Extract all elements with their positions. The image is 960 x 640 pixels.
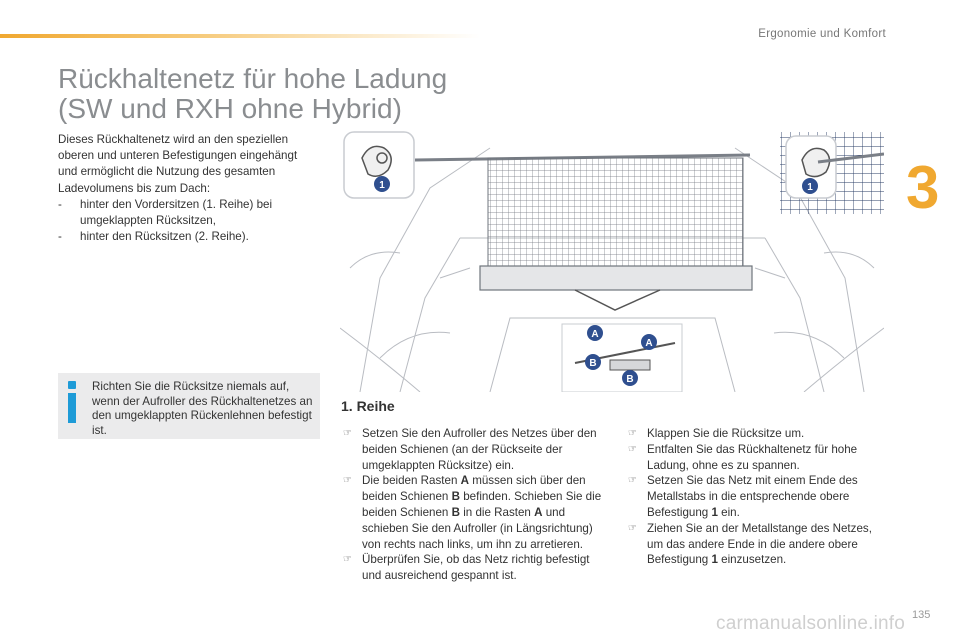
step-item: ☞ Klappen Sie die Rücksitze um. (626, 426, 888, 442)
step-item: ☞ Überprüfen Sie, ob das Netz richtig befestigt und ausreichend gespannt ist. (341, 552, 603, 584)
net-illustration (340, 128, 884, 392)
step-item: ☞ Setzen Sie das Netz mit einem Ende des Metallstabs in die entsprechende obere Befestigung 1 ein. (626, 473, 888, 520)
page-title-line2: (SW und RXH ohne Hybrid) (58, 93, 402, 124)
net-roller (480, 266, 752, 290)
svg-text:A: A (591, 329, 599, 340)
info-text: Richten Sie die Rücksitze niemals auf, wenn der Aufroller des Rückhaltenetzes an den umgeklappten Rückenlehnen befestigt ist. (92, 380, 313, 437)
page-number: 135 (912, 609, 931, 621)
header-accent-bar (0, 34, 480, 38)
bottom-attachment-detail (562, 324, 682, 392)
intro-list-item: - hinter den Vordersitzen (1. Reihe) bei umgeklappten Rücksitzen, (58, 197, 318, 229)
intro-text (58, 132, 318, 245)
intro-list-item: - hinter den Rücksitzen (2. Reihe). (58, 229, 318, 245)
step-item: ☞ Entfalten Sie das Rückhaltenetz für hohe Ladung, ohne es zu spannen. (626, 442, 888, 474)
section-heading: 1. Reihe (341, 398, 395, 414)
section-title: Ergonomie und Komfort (758, 28, 886, 40)
svg-text:B: B (626, 374, 634, 385)
intro-paragraph: Dieses Rückhaltenetz wird an den speziellen oberen und unteren Befestigungen eingehängt und ermöglicht die Nutzung des gesamten Ladevolumens bis zum Dach: (58, 133, 298, 195)
svg-text:A: A (645, 338, 653, 349)
info-box (58, 373, 320, 439)
step-item: ☞ Ziehen Sie an der Metallstange des Netzes, um das andere Ende in die andere obere Befestigung 1 einzusetzen. (626, 521, 888, 568)
step-item: ☞ Die beiden Rasten A müssen sich über den beiden Schienen B befinden. Schieben Sie die beiden Schienen B in die Rasten A und schieben Sie den Aufroller (in Längsrichtung) von rechts nach links, um ihn zu arretieren. (341, 473, 603, 552)
svg-text:B: B (589, 358, 597, 369)
callout-1-right-label: 1 (807, 182, 813, 193)
callout-1-left-label: 1 (379, 180, 385, 191)
chapter-number: 3 (906, 154, 940, 221)
page-title (58, 64, 447, 124)
intro-list (58, 197, 318, 246)
steps-left (341, 426, 603, 584)
page-title-line1: Rückhaltenetz für hohe Ladung (58, 63, 448, 94)
net-mesh (488, 158, 743, 268)
step-item: ☞ Setzen Sie den Aufroller des Netzes über den beiden Schienen (an der Rückseite der umgeklappten Rücksitze) ein. (341, 426, 603, 473)
info-icon (68, 381, 76, 427)
steps-right (626, 426, 888, 568)
watermark: carmanualsonline.info (716, 613, 906, 634)
